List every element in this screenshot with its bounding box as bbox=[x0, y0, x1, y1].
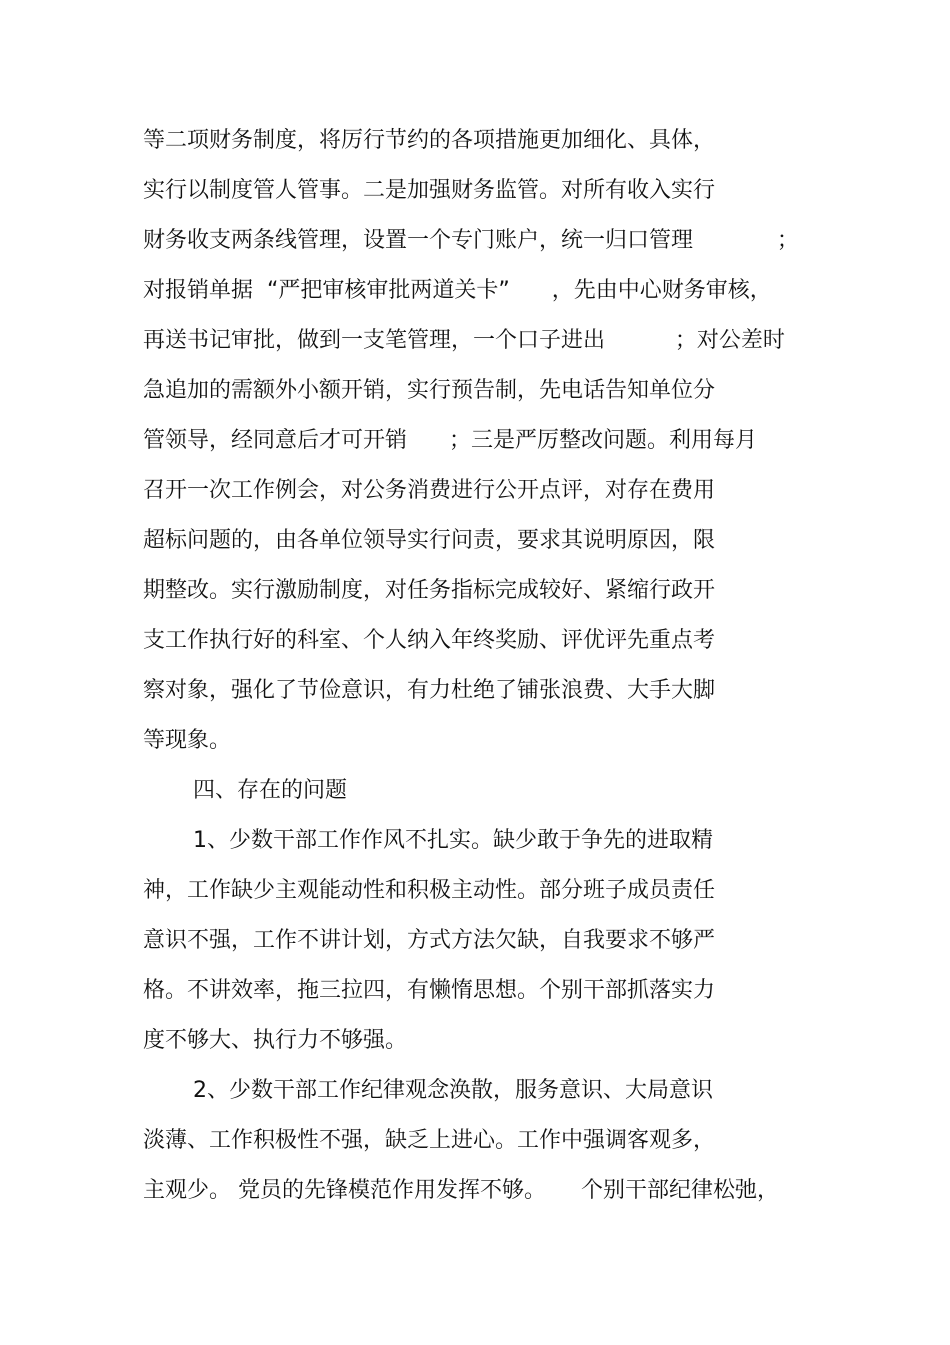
text-line: 急追加的需额外小额开销，实行预告制，先电话告知单位分 bbox=[143, 378, 716, 403]
text-line: 神，工作缺少主观能动性和积极主动性。部分班子成员责任 bbox=[143, 878, 716, 903]
text-line: 再送书记审批，做到一支笔管理，一个口子进出 ；对公差时 bbox=[143, 328, 785, 353]
text-line: 超标问题的，由各单位领导实行问责，要求其说明原因，限 bbox=[143, 528, 716, 553]
text-line: 主观少。 党员的先锋模范作用发挥不够。 个别干部纪律松弛， bbox=[143, 1178, 779, 1203]
text-line: 期整改。实行激励制度，对任务指标完成较好、紧缩行政开 bbox=[143, 578, 716, 603]
section-heading: 四、存在的问题 bbox=[193, 778, 348, 803]
text-line: 度不够大、执行力不够强。 bbox=[143, 1028, 408, 1053]
text-line: 察对象，强化了节俭意识，有力杜绝了铺张浪费、大手大脚 bbox=[143, 678, 716, 703]
text-line: 淡薄、工作积极性不强，缺乏上进心。工作中强调客观多， bbox=[143, 1128, 716, 1153]
text-line: 格。不讲效率，拖三拉四，有懒惰思想。个别干部抓落实力 bbox=[143, 978, 716, 1003]
text-line: 支工作执行好的科室、个人纳入年终奖励、评优评先重点考 bbox=[143, 628, 716, 653]
text-line: 1、少数干部工作作风不扎实。缺少敢于争先的进取精 bbox=[193, 828, 713, 853]
text-line: 意识不强，工作不讲计划，方式方法欠缺，自我要求不够严 bbox=[143, 928, 716, 953]
text-line: 等现象。 bbox=[143, 728, 232, 753]
text-line: 2、少数干部工作纪律观念涣散，服务意识、大局意识 bbox=[193, 1078, 713, 1103]
text-line: 召开一次工作例会，对公务消费进行公开点评，对存在费用 bbox=[143, 478, 716, 503]
text-line: 财务收支两条线管理，设置一个专门账户，统一归口管理 ； bbox=[143, 228, 799, 253]
text-line: 实行以制度管人管事。二是加强财务监管。对所有收入实行 bbox=[143, 178, 716, 203]
text-line: 等二项财务制度，将厉行节约的各项措施更加细化、具体， bbox=[143, 128, 716, 153]
text-line: 管领导，经同意后才可开销 ；三是严厉整改问题。利用每月 bbox=[143, 428, 757, 453]
text-line: 对报销单据 “严把审核审批两道关卡” ，先由中心财务审核， bbox=[143, 278, 772, 303]
